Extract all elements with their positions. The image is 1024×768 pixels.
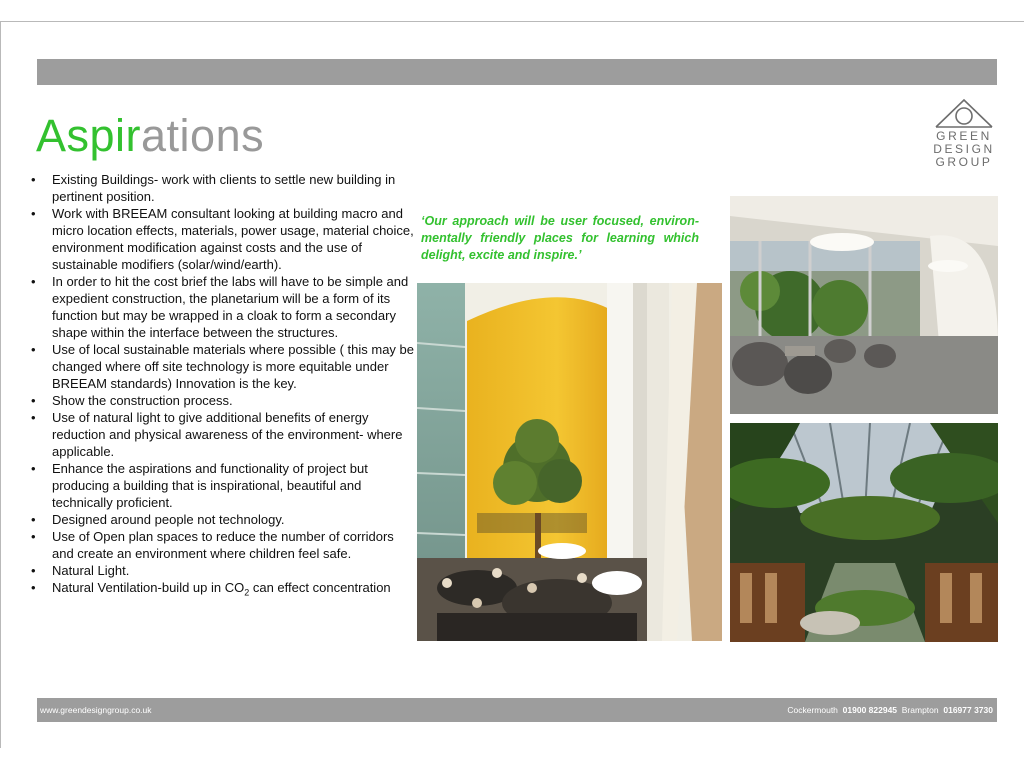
bullet-dot: •	[31, 512, 36, 527]
list-item: • Show the construction process.	[31, 393, 233, 408]
bullet-dot: •	[31, 206, 36, 221]
house-circle-icon	[930, 97, 998, 131]
website-link[interactable]: www.greendesigngroup.co.uk	[40, 705, 152, 715]
list-item: • Natural Light.	[31, 563, 130, 578]
office-phone-1: 01900 822945	[842, 705, 898, 715]
green-design-group-logo	[930, 97, 998, 169]
office-phone-2: 016977 3730	[943, 705, 993, 715]
list-item: • Natural Ventilation-build up in $CO_2$ can effect concentration	[31, 580, 391, 598]
bullet-dot: •	[31, 393, 36, 408]
bullet-dot: •	[31, 529, 36, 544]
logo-word-design: DESIGN	[933, 142, 995, 156]
office-town-2: Brampton	[901, 705, 939, 715]
footer-bar	[37, 698, 997, 722]
lounge-photo	[730, 196, 998, 414]
page-title	[36, 108, 264, 164]
list-item: • Use of Open plan spaces to reduce the number of corridors and create an environment where children feel safe.	[31, 529, 394, 561]
garden-atrium-photo	[730, 423, 998, 642]
header-bar	[37, 59, 997, 85]
bullet-dot: •	[31, 274, 36, 289]
bullet-dot: •	[31, 410, 36, 425]
aspirations-list	[30, 171, 416, 602]
contact-info	[787, 705, 993, 715]
title-part-green: Aspir	[36, 110, 142, 161]
office-town-1: Cockermouth	[787, 705, 838, 715]
bullet-dot: •	[31, 563, 36, 578]
list-item: • Designed around people not technology.	[31, 512, 285, 527]
bullet-dot: •	[31, 342, 36, 357]
design-quote: ‘Our approach will be user focused, environ- mentally friendly places for learning which delight, excite and inspire.’	[421, 214, 699, 262]
bullet-dot: •	[31, 172, 36, 187]
title-part-grey: ations	[141, 110, 265, 161]
list-item: • Work with BREEAM consultant looking at building macro and micro location effects, materials, power usage, material choice, environment modification against costs and the use of sustainable modifiers (solar/wind/earth).	[31, 206, 414, 272]
atrium-photo	[417, 283, 722, 641]
list-item: • In order to hit the cost brief the labs will have to be simple and expedient construction, the planetarium will be a form of its function but may be wrapped in a cloak to form a secondary shape within the interface between the structures.	[31, 274, 409, 340]
bullet-dot: •	[31, 461, 36, 476]
bullet-dot: •	[31, 580, 36, 595]
logo-word-green: GREEN	[936, 129, 992, 143]
list-item: • Use of natural light to give additional benefits of energy reduction and physical awareness of the environment- where applicable.	[31, 410, 403, 459]
list-item: • Existing Buildings- work with clients to settle new building in pertinent position.	[31, 172, 396, 204]
list-item: • Enhance the aspirations and functionality of project but producing a building that is inspirational, beautiful and technically proficient.	[31, 461, 368, 510]
list-item: • Use of local sustainable materials where possible ( this may be changed where off site technology is more equitable under BREEAM standards) Innovation is the key.	[31, 342, 415, 391]
logo-word-group: GROUP	[935, 155, 993, 169]
